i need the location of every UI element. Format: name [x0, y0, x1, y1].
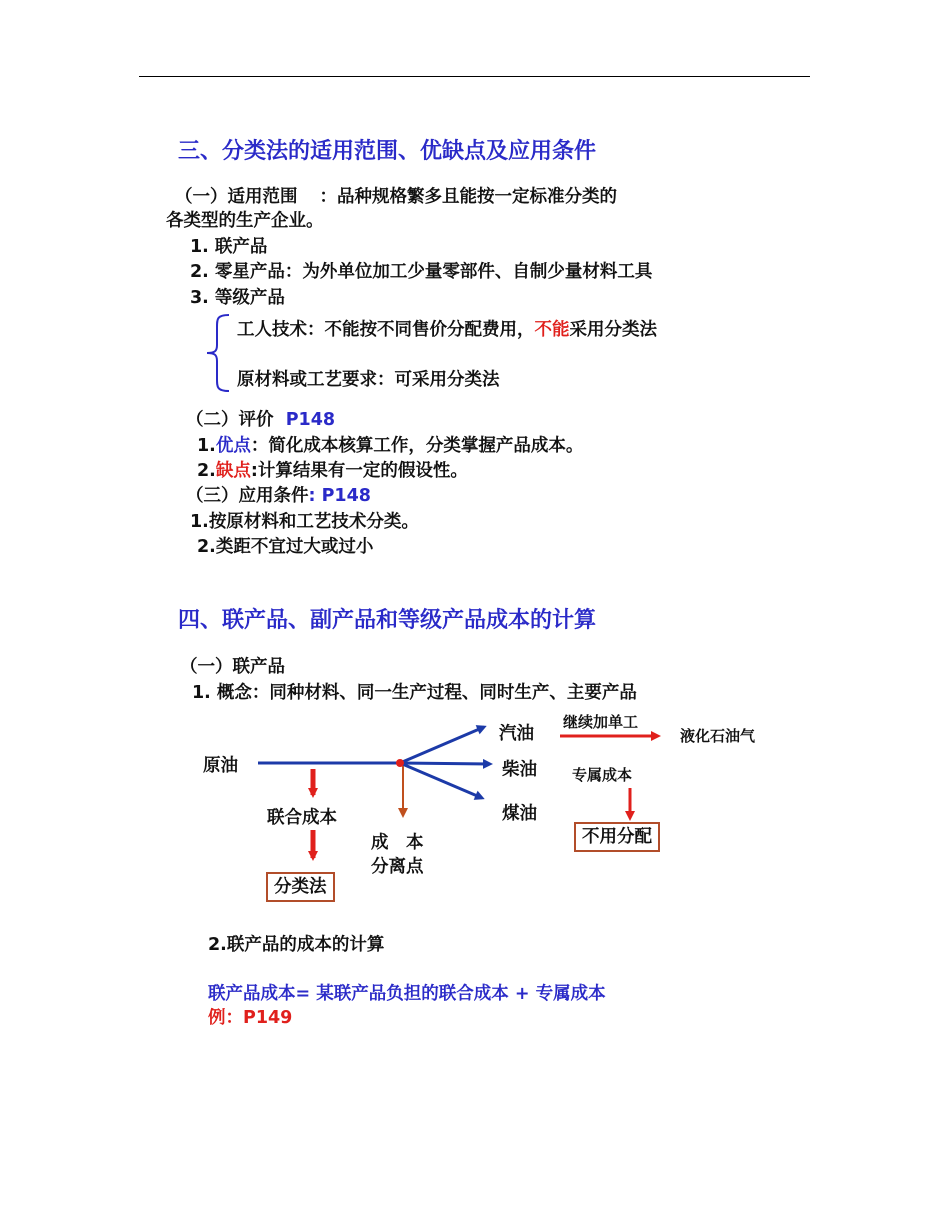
section3-title: 三、分类法的适用范围、优缺点及应用条件	[178, 139, 597, 164]
kerosene-arrow	[400, 763, 482, 798]
diesel-arrow	[400, 763, 490, 764]
scope-item-1: 1. 联产品	[190, 237, 268, 257]
concept-line: 1. 概念：同种材料、同一生产过程、同时生产、主要产品	[192, 683, 637, 703]
scope-item-3: 3. 等级产品	[190, 288, 285, 308]
diesel-label: 柴油	[502, 760, 537, 780]
brace-bottom-line: 原材料或工艺要求：可采用分类法	[237, 370, 500, 390]
scope-item-2: 2. 零星产品：为外单位加工少量零部件、自制少量材料工具	[190, 262, 653, 282]
evaluation-head: （二）评价	[186, 410, 274, 430]
advantage-num: 1.	[197, 436, 216, 456]
separate-cost-label: 专属成本	[572, 766, 633, 784]
kerosene-label: 煤油	[502, 804, 537, 824]
example-line: 例：P149	[208, 1008, 293, 1028]
lpg-label: 液化石油气	[680, 727, 756, 745]
split-point-dot	[396, 759, 404, 767]
brace-top-red: 不能	[534, 320, 570, 340]
disadvantage-num: 2.	[197, 461, 216, 481]
brace-top-pre: 工人技术：不能按不同售价分配费用，	[237, 320, 535, 340]
scope-line2: 各类型的生产企业。	[166, 211, 324, 231]
conditions-head: （三）应用条件	[186, 486, 309, 506]
split-point-label-2: 分离点	[371, 857, 424, 877]
calc-heading: 2.联产品的成本的计算	[208, 935, 385, 955]
joint-cost-label: 联合成本	[267, 808, 337, 828]
advantage-text: ：简化成本核算工作，分类掌握产品成本。	[250, 436, 584, 456]
formula-line: 联产品成本= 某联产品负担的联合成本 + 专属成本	[208, 984, 606, 1004]
condition-item-2: 2.类距不宜过大或过小	[197, 537, 374, 557]
brace-top-post: 采用分类法	[569, 320, 657, 340]
classification-box: 分类法	[266, 872, 335, 902]
conditions-page: : P148	[308, 486, 371, 506]
advantage-label: 优点	[215, 436, 251, 456]
scope-tail: ：品种规格繁多且能按一定标准分类的	[319, 187, 617, 207]
condition-item-1: 1.按原材料和工艺技术分类。	[190, 512, 419, 532]
joint-products-subhead: （一）联产品	[180, 657, 285, 677]
split-point-label-1: 成 本	[371, 833, 424, 853]
no-allocation-box: 不用分配	[574, 822, 660, 852]
gasoline-arrow	[400, 727, 484, 763]
disadvantage-label: 缺点	[215, 461, 251, 481]
scope-head: （一）适用范围	[175, 187, 298, 207]
section4-title: 四、联产品、副产品和等级产品成本的计算	[178, 608, 597, 633]
gasoline-label: 汽油	[499, 724, 534, 744]
evaluation-page: P148	[285, 410, 336, 430]
continue-processing-label: 继续加单工	[563, 713, 639, 731]
disadvantage-text: :计算结果有一定的假设性。	[250, 461, 468, 481]
crude-oil-label: 原油	[203, 756, 238, 776]
